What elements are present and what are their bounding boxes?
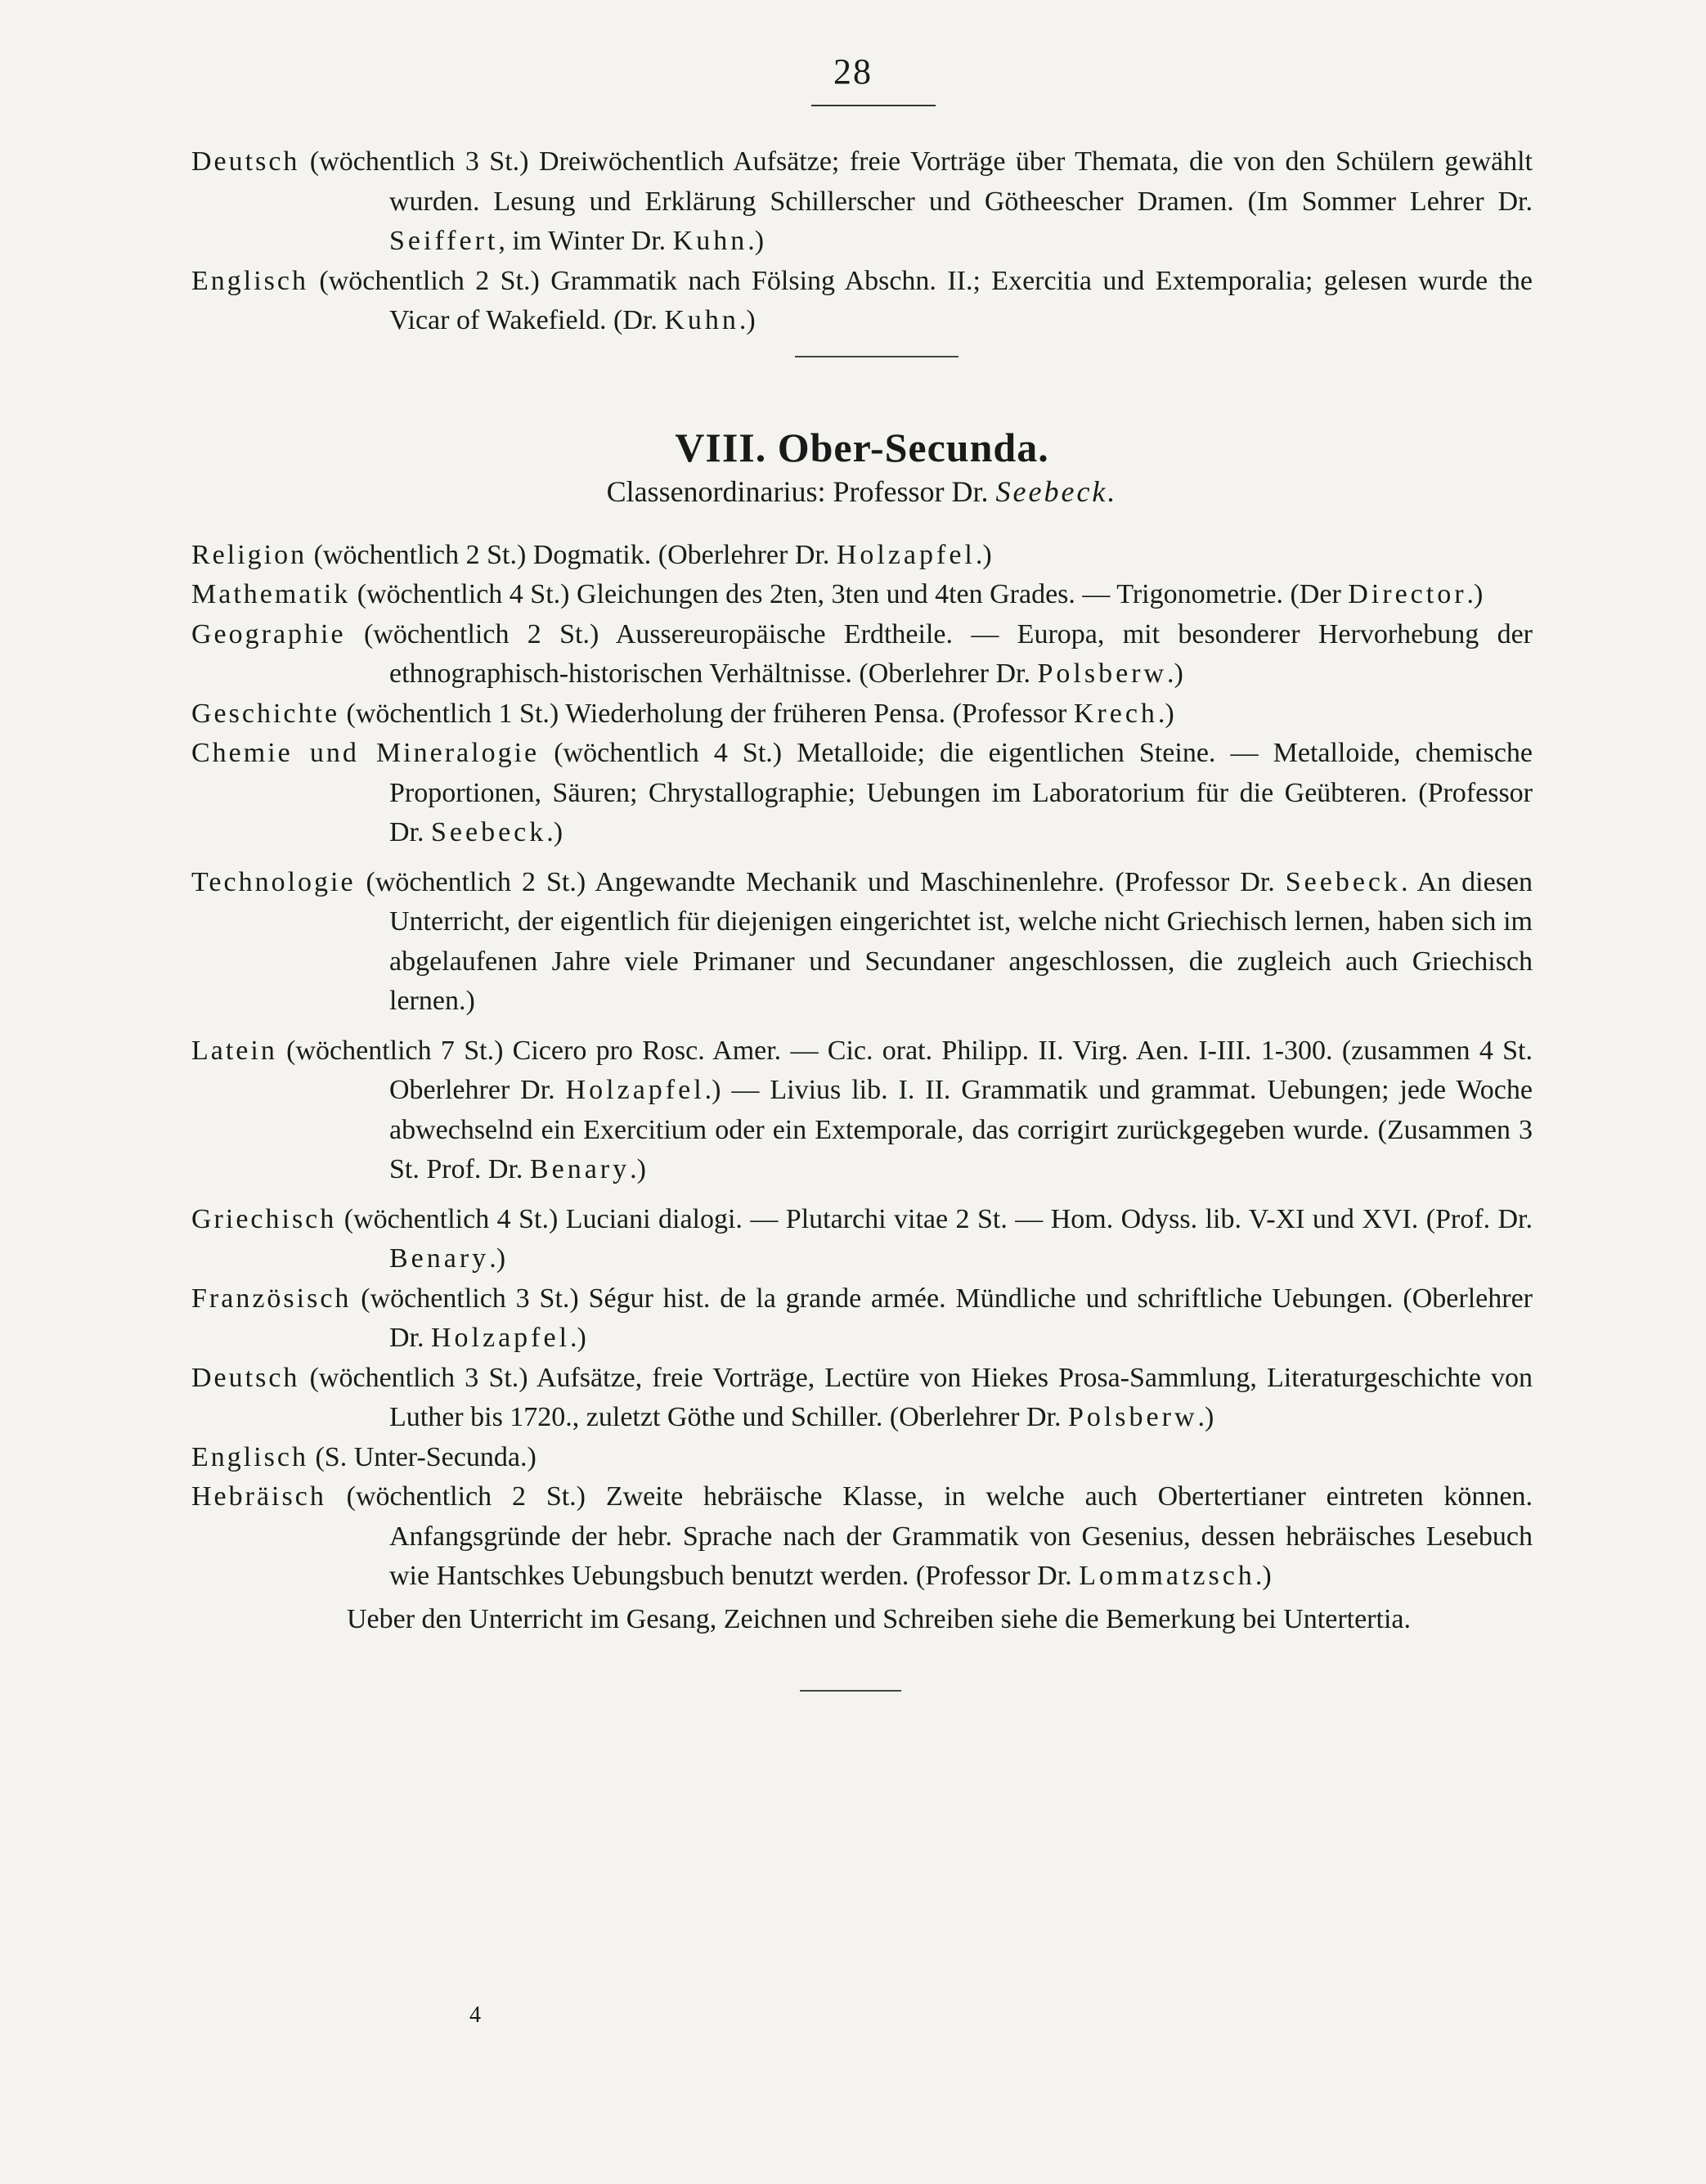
entry-text: (wöchentlich 3 St.) Aufsätze, freie Vorträge, Lectüre von Hiekes Prosa-Sammlung, Literaturgeschichte von Luther bis 1720., zuletzt Göthe und Schiller. (Oberlehrer Dr.: [309, 1362, 1533, 1432]
class-ordinarius: [191, 474, 1533, 510]
entry-technologie: [191, 863, 1533, 1022]
entry-hebraeisch: [191, 1477, 1533, 1597]
subject-label: Religion: [191, 539, 308, 570]
teacher-name: Benary: [529, 1154, 631, 1184]
entry-text: (wöchentlich 4 St.) Luciani dialogi. — Plutarchi vitae 2 St. — Hom. Odyss. lib. V-XI und XVI. (Prof. Dr.: [343, 1203, 1533, 1234]
entry-text: .): [489, 1243, 506, 1274]
teacher-name: Director: [1348, 579, 1467, 609]
entry-deutsch-previous: [191, 142, 1533, 262]
entry-geographie: [191, 615, 1533, 694]
entry-text: .): [1157, 698, 1174, 729]
subject-label: Latein: [191, 1035, 277, 1066]
entry-text: .): [1197, 1402, 1214, 1432]
section-divider: [795, 356, 959, 357]
teacher-name: Seiffert: [389, 226, 499, 256]
subject-label: Technologie: [191, 866, 356, 897]
section-title: VIII. Ober-Secunda.: [675, 424, 1049, 470]
entry-text: (wöchentlich 3 St.) Ségur hist. de la grande armée. Mündliche und schriftliche Uebungen. (Oberlehrer Dr.: [361, 1283, 1533, 1353]
entry-text: .): [747, 226, 765, 256]
entry-text: (S. Unter-Secunda.): [315, 1441, 536, 1472]
teacher-name: Kuhn: [672, 226, 748, 256]
page-number-rule: [811, 105, 936, 106]
entry-griechisch: [191, 1200, 1533, 1279]
entry-text: .): [739, 305, 756, 335]
entry-latein: [191, 1031, 1533, 1190]
entry-text: .): [1255, 1561, 1272, 1591]
entry-religion: [191, 536, 1533, 576]
entry-chemie-mineralogie: [191, 734, 1533, 853]
teacher-name: Benary: [389, 1243, 490, 1274]
teacher-name: Krech: [1073, 698, 1158, 729]
closing-remark: Ueber den Unterricht im Gesang, Zeichnen und Schreiben siehe die Bemerkung bei Untertertia.: [347, 1603, 1411, 1634]
ordinarius-name: Seebeck.: [995, 474, 1118, 508]
teacher-name: Holzapfel: [836, 539, 976, 570]
entry-text: (wöchentlich 2 St.) Aussereuropäische Erdtheile. — Europa, mit besonderer Hervorhebung der ethnographisch-historischen Verhältnisse. (Oberlehrer Dr.: [363, 618, 1533, 689]
teacher-name: Polsberw: [1037, 658, 1168, 689]
entry-text: .): [1167, 658, 1183, 689]
entry-englisch-previous: [191, 262, 1533, 341]
subject-label: Deutsch: [191, 1362, 300, 1393]
teacher-name: Kuhn: [664, 305, 739, 335]
entry-text: . An diesen Unterricht, der eigentlich für diejenigen eingerichtet ist, welche nicht Griechisch lernen, haben sich im abgelaufenen Jahre viele Primaner und Secundaner angeschlossen, die zugleich auch Griechisch lernen.): [389, 866, 1533, 1016]
entry-text: .): [630, 1154, 646, 1184]
subject-label: Französisch: [191, 1283, 352, 1314]
entry-text: .): [570, 1323, 586, 1353]
page-body: [191, 142, 1533, 1692]
teacher-name: Holzapfel: [431, 1323, 571, 1353]
subject-label: Griechisch: [191, 1203, 337, 1234]
entry-text: (wöchentlich 1 St.) Wiederholung der früheren Pensa. (Professor: [346, 698, 1074, 729]
teacher-name: Seebeck: [431, 817, 547, 847]
subject-label: Englisch: [191, 1441, 308, 1472]
teacher-name: Lommatzsch: [1079, 1561, 1255, 1591]
entry-text: .) — Livius lib. I. II. Grammatik und grammat. Uebungen; jede Woche abwechselnd ein Exercitium oder ein Extemporale, das corrigirt zurückgegeben wurde. (Zusammen 3 St. Prof. Dr.: [389, 1075, 1533, 1184]
entry-text: (wöchentlich 2 St.) Angewandte Mechanik und Maschinenlehre. (Professor Dr.: [366, 866, 1286, 897]
entry-mathematik: [191, 575, 1533, 615]
entry-text: (wöchentlich 2 St.) Grammatik nach Fölsing Abschn. II.; Exercitia und Extemporalia; gelesen wurde the Vicar of Wakefield. (Dr.: [319, 265, 1533, 335]
entry-text: , im Winter Dr.: [498, 226, 673, 256]
subject-label: Geschichte: [191, 698, 340, 729]
teacher-name: Polsberw: [1067, 1402, 1198, 1432]
entry-text: (wöchentlich 4 St.) Gleichungen des 2ten, 3ten und 4ten Grades. — Trigonometrie. (Der: [357, 579, 1349, 609]
subject-label: Deutsch: [191, 146, 300, 177]
entry-text: (wöchentlich 2 St.) Zweite hebräische Klasse, in welche auch Obertertianer eintreten können. Anfangsgründe der hebr. Sprache nach der Grammatik von Gesenius, dessen hebräisches Lesebuch wie Hantschkes Uebungsbuch benutzt werden. (Professor Dr.: [346, 1481, 1533, 1591]
entry-text: (wöchentlich 3 St.) Dreiwöchentlich Aufsätze; freie Vorträge über Themata, die von den Schülern gewählt wurden. Lesung und Erklärung Schillerscher und Götheescher Dramen. (Im Sommer Lehrer Dr.: [309, 146, 1533, 217]
teacher-name: Seebeck: [1285, 866, 1402, 897]
subject-label: Geographie: [191, 618, 346, 649]
entry-geschichte: [191, 694, 1533, 735]
entry-text: .): [975, 539, 992, 570]
teacher-name: Holzapfel: [565, 1075, 705, 1105]
entry-text: .): [546, 817, 563, 847]
subject-label: Englisch: [191, 265, 308, 296]
entry-franzoesisch: [191, 1279, 1533, 1359]
entry-text: (wöchentlich 7 St.) Cicero pro Rosc. Amer. — Cic. orat. Philipp. II. Virg. Aen. I-III. 1-300. (zusammen 4 St. Oberlehrer Dr.: [286, 1035, 1533, 1105]
subject-label: Hebräisch: [191, 1481, 326, 1512]
page-number: 28: [833, 52, 873, 92]
entry-englisch: [191, 1438, 1533, 1478]
entry-text: (wöchentlich 2 St.) Dogmatik. (Oberlehrer Dr.: [313, 539, 837, 570]
ordinarius-label: Classenordinarius: Professor Dr.: [606, 474, 996, 508]
subject-label: Mathematik: [191, 579, 351, 609]
subject-label: Chemie und Mineralogie: [191, 738, 540, 768]
entry-deutsch: [191, 1359, 1533, 1438]
entry-text: (wöchentlich 4 St.) Metalloide; die eigentlichen Steine. — Metalloide, chemische Proportionen, Säuren; Chrystallographie; Uebungen im Laboratorium für die Geübteren. (Professor Dr.: [389, 738, 1533, 847]
entry-text: .): [1466, 579, 1484, 609]
signature-mark: 4: [469, 2002, 481, 2028]
end-rule: [800, 1690, 901, 1692]
